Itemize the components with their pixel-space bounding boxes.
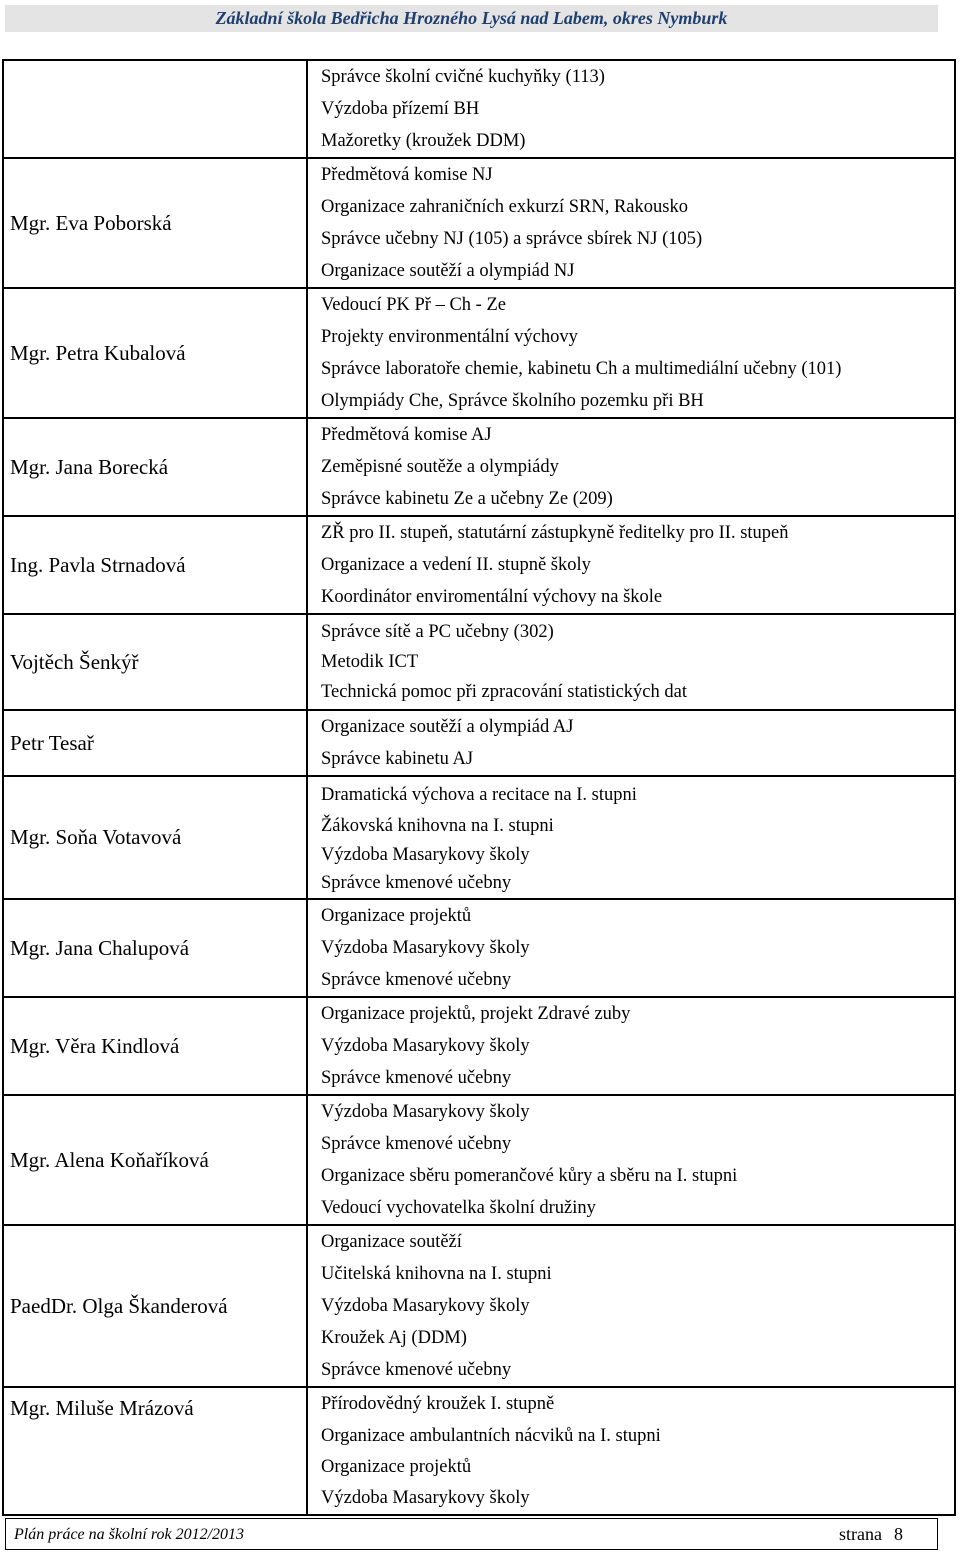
duty-item: Organizace sběru pomerančové kůry a sběru na I. stupni	[321, 1166, 738, 1186]
duty-item: Zeměpisné soutěže a olympiády	[321, 457, 559, 477]
duties-cell	[307, 288, 955, 418]
duty-item: Výzdoba Masarykovy školy	[321, 938, 530, 958]
teacher-name: Mgr. Alena Koňaříková	[3, 1095, 307, 1225]
duty-item: Výzdoba Masarykovy školy	[321, 1102, 530, 1122]
table-row	[3, 1095, 955, 1225]
duties-cell	[307, 1387, 955, 1515]
teacher-name: Ing. Pavla Strnadová	[3, 516, 307, 614]
duty-item: Kroužek Aj (DDM)	[321, 1328, 467, 1348]
duties-cell	[307, 1225, 955, 1387]
duties-cell	[307, 899, 955, 997]
plan-title: Plán práce na školní rok 2012/2013	[14, 1526, 245, 1543]
duty-item: Organizace a vedení II. stupně školy	[321, 555, 591, 575]
duties-cell	[307, 516, 955, 614]
duty-item: Organizace soutěží a olympiád NJ	[321, 261, 575, 281]
teacher-name	[3, 60, 307, 158]
duty-item: Organizace soutěží a olympiád AJ	[321, 717, 574, 737]
duty-item: Správce sítě a PC učebny (302)	[321, 622, 554, 642]
teacher-name: Mgr. Jana Borecká	[3, 418, 307, 516]
duty-item: Organizace projektů	[321, 906, 472, 926]
table-row	[3, 776, 955, 899]
duty-item: Správce školní cvičné kuchyňky (113)	[321, 67, 605, 87]
duty-item: Metodik ICT	[321, 652, 419, 672]
duty-item: Olympiády Che, Správce školního pozemku při BH	[321, 391, 704, 411]
duty-item: Správce kabinetu AJ	[321, 749, 474, 769]
duties-cell	[307, 614, 955, 710]
duties-cell	[307, 158, 955, 288]
page-number: 8	[894, 1524, 903, 1544]
duty-item: ZŘ pro II. stupeň, statutární zástupkyně ředitelky pro II. stupeň	[321, 523, 789, 543]
duty-item: Dramatická výchova a recitace na I. stupni	[321, 784, 637, 805]
duty-item: Předmětová komise AJ	[321, 425, 492, 445]
duty-item: Koordinátor enviromentální výchovy na škole	[321, 587, 663, 607]
duties-cell	[307, 60, 955, 158]
duty-item: Žákovská knihovna na I. stupni	[321, 815, 554, 836]
table-row	[3, 288, 955, 418]
duty-item: Organizace projektů	[321, 1457, 472, 1477]
duties-cell	[307, 1095, 955, 1225]
duty-item: Správce kmenové učebny	[321, 1360, 512, 1380]
table-row	[3, 710, 955, 776]
table-row	[3, 516, 955, 614]
teacher-name: Vojtěch Šenkýř	[3, 614, 307, 710]
teacher-name: PaedDr. Olga Škanderová	[3, 1225, 307, 1387]
duty-item: Správce kmenové učebny	[321, 1068, 512, 1088]
duty-item: Výzdoba Masarykovy školy	[321, 1488, 530, 1508]
duty-item: Organizace soutěží	[321, 1232, 462, 1252]
table-row	[3, 1387, 955, 1515]
duty-item: Výzdoba Masarykovy školy	[321, 1296, 530, 1316]
duty-item: Výzdoba přízemí BH	[321, 99, 480, 119]
duty-item: Správce kmenové učebny	[321, 1134, 512, 1154]
page-header	[5, 5, 938, 32]
duty-item: Technická pomoc při zpracování statistických dat	[321, 682, 687, 702]
teacher-name: Mgr. Miluše Mrázová	[3, 1387, 307, 1515]
teacher-name: Petr Tesař	[3, 710, 307, 776]
page-label: strana	[839, 1524, 882, 1544]
staff-duties-table	[2, 59, 956, 1516]
duty-item: Správce laboratoře chemie, kabinetu Ch a multimediální učebny (101)	[321, 359, 842, 379]
teacher-name: Mgr. Petra Kubalová	[3, 288, 307, 418]
duties-cell	[307, 776, 955, 899]
duty-item: Projekty environmentální výchovy	[321, 327, 578, 347]
duty-item: Výzdoba Masarykovy školy	[321, 844, 530, 865]
teacher-name: Mgr. Věra Kindlová	[3, 997, 307, 1095]
page-indicator	[839, 1524, 903, 1545]
duty-item: Mažoretky (kroužek DDM)	[321, 131, 526, 151]
table-row	[3, 418, 955, 516]
duties-cell	[307, 710, 955, 776]
duty-item: Vedoucí vychovatelka školní družiny	[321, 1198, 596, 1218]
page-footer	[5, 1518, 938, 1550]
duty-item: Vedoucí PK Př – Ch - Ze	[321, 295, 506, 315]
table-row	[3, 1225, 955, 1387]
duty-item: Organizace ambulantních nácviků na I. stupni	[321, 1426, 661, 1446]
table-row	[3, 158, 955, 288]
teacher-name: Mgr. Soňa Votavová	[3, 776, 307, 899]
duties-cell	[307, 997, 955, 1095]
table-row	[3, 614, 955, 710]
teacher-name: Mgr. Eva Poborská	[3, 158, 307, 288]
duty-item: Správce kmenové učebny	[321, 970, 512, 990]
duty-item: Organizace zahraničních exkurzí SRN, Rakousko	[321, 197, 688, 217]
table-row	[3, 997, 955, 1095]
duty-item: Správce učebny NJ (105) a správce sbírek NJ (105)	[321, 229, 703, 249]
duty-item: Výzdoba Masarykovy školy	[321, 1036, 530, 1056]
duty-item: Předmětová komise NJ	[321, 165, 493, 185]
duty-item: Učitelská knihovna na I. stupni	[321, 1264, 552, 1284]
duty-item: Organizace projektů, projekt Zdravé zuby	[321, 1004, 631, 1024]
duty-item: Správce kmenové učebny	[321, 872, 512, 893]
table-row	[3, 60, 955, 158]
table-row	[3, 899, 955, 997]
teacher-name: Mgr. Jana Chalupová	[3, 899, 307, 997]
duty-item: Přírodovědný kroužek I. stupně	[321, 1394, 555, 1414]
school-title: Základní škola Bedřicha Hrozného Lysá nad Labem, okres Nymburk	[215, 8, 728, 28]
duties-cell	[307, 418, 955, 516]
duty-item: Správce kabinetu Ze a učebny Ze (209)	[321, 489, 613, 509]
